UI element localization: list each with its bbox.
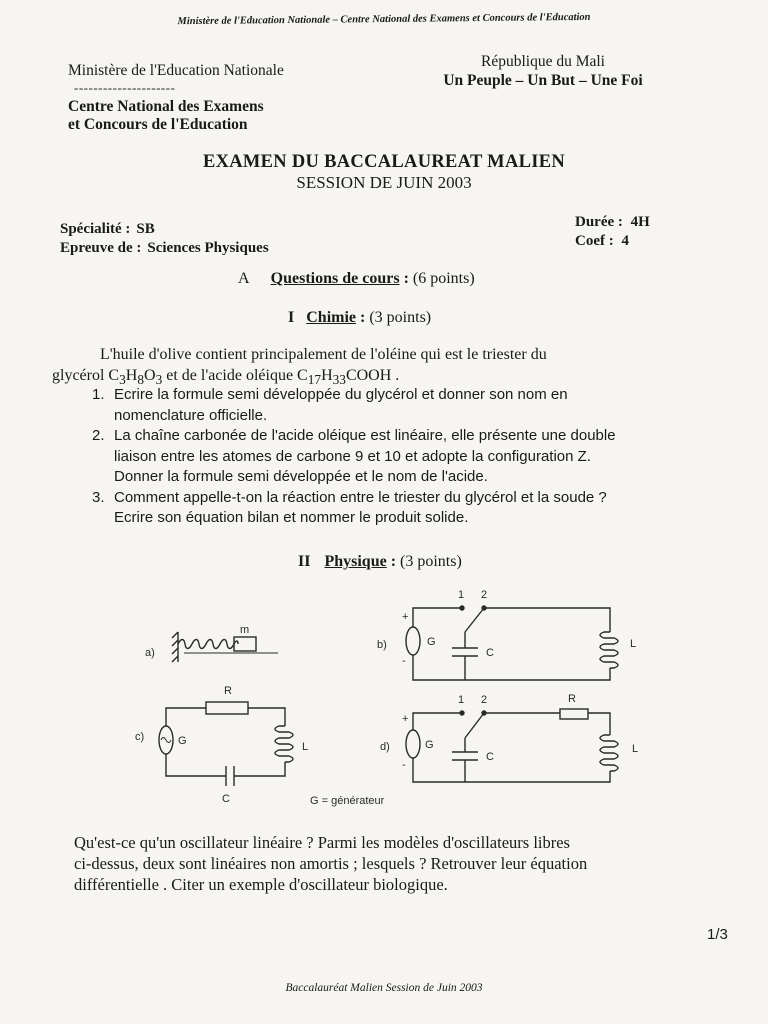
diagram-d-switch — [465, 713, 484, 738]
diagram-b-generator — [406, 627, 420, 655]
exam-session: SESSION DE JUIN 2003 — [296, 173, 472, 192]
subject-value: Sciences Physiques — [147, 240, 269, 256]
chimie-question-1: 1. Ecrire la formule semi développée du glycérol et donner son nom en nomenclature officielle. — [92, 386, 568, 424]
page-footer: Baccalauréat Malien Session de Juin 2003 — [285, 982, 483, 994]
oscillator-diagrams — [135, 580, 660, 810]
section-chimie-heading — [288, 309, 431, 327]
svg-text:-: - — [402, 759, 406, 771]
section-physique-heading — [298, 553, 462, 571]
duration-value: 4H — [630, 214, 650, 230]
diagram-d-generator — [406, 730, 420, 758]
diagram-c-rlc-circuit — [135, 685, 308, 805]
physique-question-line3: différentielle . Citer un exemple d'oscillateur biologique. — [74, 875, 448, 894]
chimie-question-3: 3. Comment appelle-t-on la réaction entre le triester du glycérol et la soude ? Ecrire son équation bilan et nommer le produit solide. — [92, 488, 607, 526]
svg-text:+: + — [402, 611, 409, 623]
physique-question-line1: Qu'est-ce qu'un oscillateur linéaire ? Parmi les modèles d'oscillateurs libres — [74, 833, 570, 852]
section-chimie-points: (3 points) — [369, 309, 432, 326]
svg-text:R: R — [224, 685, 232, 697]
header-republic-block — [418, 52, 668, 90]
section-chimie-title: Chimie — [306, 309, 357, 326]
svg-text:L: L — [630, 638, 637, 650]
section-chimie-colon: : — [356, 309, 366, 326]
coef-label: Coef : — [575, 233, 614, 249]
duration-label: Durée : — [575, 214, 623, 230]
svg-text:R: R — [568, 693, 576, 705]
section-physique-colon: : — [386, 553, 397, 570]
coef-value: 4 — [621, 233, 629, 249]
diagram-b-inductor — [600, 632, 618, 668]
svg-text:C: C — [222, 793, 230, 805]
chimie-intro-line2: glycérol $C_3H_8O_3$ et de l'acide oléique $C_{17}H_{33}COOH$ . — [52, 367, 400, 388]
svg-text:L: L — [632, 743, 639, 755]
diagram-c-resistor — [206, 702, 248, 714]
chimie-intro — [52, 344, 692, 390]
section-a-points: (6 points) — [412, 270, 475, 287]
subject-label: Epreuve de : — [60, 240, 142, 256]
exam-meta-right — [575, 213, 650, 251]
section-a-letter: A — [238, 270, 249, 287]
svg-text:C: C — [486, 647, 494, 659]
physique-question — [74, 832, 744, 895]
svg-text:G: G — [427, 636, 436, 648]
speciality-value: SB — [136, 221, 155, 237]
chimie-question-2: 2. La chaîne carbonée de l'acide oléique est linéaire, elle présente une double liaison entre les atomes de carbone 9 et 10 et adopte la configuration Z. Donner la formule semi développée et le nom de l'acide. — [92, 427, 616, 485]
diagram-a-label: a) — [145, 647, 155, 659]
diagram-d-label: d) — [380, 741, 390, 753]
centre-name-line2: et Concours de l'Education — [68, 116, 248, 133]
country-name: République du Mali — [481, 53, 605, 70]
section-physique-numeral: II — [298, 553, 311, 570]
diagram-d-resistor — [560, 709, 588, 719]
figure-legend: G = générateur — [310, 795, 385, 807]
speciality-label: Spécialité : — [60, 221, 131, 237]
top-banner: Ministère de l'Education Nationale – Centre National des Examens et Concours de l'Education — [177, 11, 591, 28]
section-a-title: Questions de cours — [270, 270, 400, 287]
svg-text:G: G — [425, 739, 434, 751]
exam-meta-left — [60, 220, 269, 258]
chimie-intro-line1: L'huile d'olive contient principalement de l'oléine qui est le triester du — [100, 346, 547, 363]
svg-text:m: m — [240, 624, 250, 636]
physique-question-line2: ci-dessus, deux sont linéaires non amortis ; lesquels ? Retrouver leur équation — [74, 854, 588, 873]
section-physique-title: Physique — [324, 553, 387, 570]
svg-text:2: 2 — [481, 589, 488, 601]
national-motto: Un Peuple – Un But – Une Foi — [443, 72, 643, 89]
diagram-a-spring — [178, 640, 238, 649]
svg-text:2: 2 — [481, 694, 488, 706]
section-chimie-numeral: I — [288, 309, 295, 326]
ministry-divider: --------------------- — [74, 80, 176, 95]
svg-text:+: + — [402, 713, 409, 725]
svg-text:-: - — [402, 655, 406, 667]
diagram-d-rlc-switch-circuit — [380, 693, 638, 782]
section-a-colon: : — [399, 270, 409, 287]
ministry-name: Ministère de l'Education Nationale — [68, 62, 284, 79]
diagram-d-inductor — [600, 735, 618, 771]
svg-text:1: 1 — [458, 589, 465, 601]
header-ministry-block — [68, 62, 284, 134]
diagram-b-label: b) — [377, 639, 387, 651]
page-number: 1/3 — [707, 926, 728, 943]
diagram-c-label: c) — [135, 731, 145, 743]
section-physique-points: (3 points) — [400, 553, 462, 570]
exam-title-block — [0, 152, 768, 193]
diagram-b-switch — [465, 608, 484, 632]
svg-text:G: G — [178, 735, 187, 747]
svg-text:C: C — [486, 751, 494, 763]
diagram-c-inductor — [275, 726, 293, 762]
section-a-heading — [238, 270, 475, 288]
svg-text:1: 1 — [458, 694, 465, 706]
diagram-a-spring-mass — [145, 624, 278, 662]
diagram-b-lc-circuit — [377, 589, 636, 680]
centre-name-line1: Centre National des Examens — [68, 98, 264, 115]
svg-text:L: L — [302, 741, 309, 753]
exam-title: EXAMEN DU BACCALAUREAT MALIEN — [202, 152, 566, 172]
chimie-questions — [92, 385, 712, 529]
